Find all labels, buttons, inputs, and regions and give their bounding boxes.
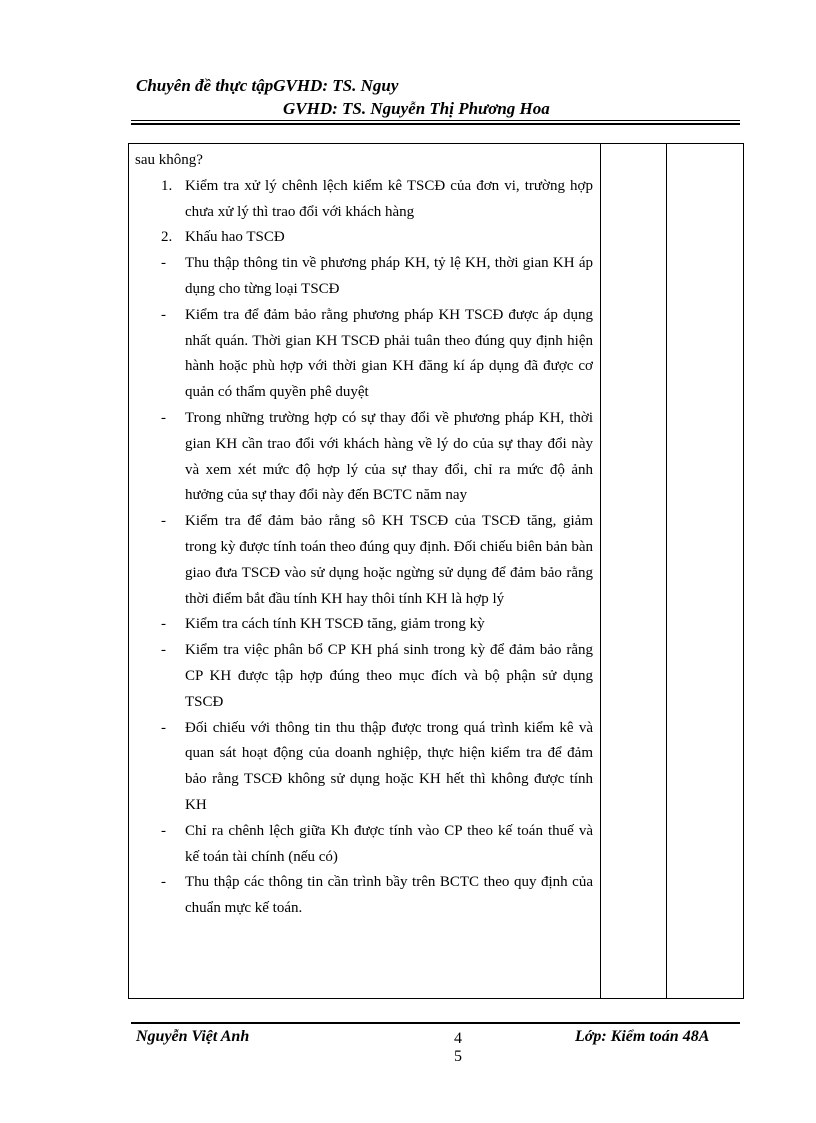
list-item-text: Kiểm tra để đảm bảo rằng sô KH TSCĐ của TSCĐ tăng, giảm trong kỳ được tính toán theo đúng quy định. Đối chiếu biên bản bàn giao đưa TSCĐ vào sử dụng hoặc ngừng sử dụng để đảm bảo rằng thời điểm bắt đầu tính KH hay thôi tính KH là hợp lý xyxy=(185,513,593,607)
list-marker: - xyxy=(161,616,166,633)
list-item xyxy=(135,870,593,922)
list-item-text: Thu thập thông tin về phương pháp KH, tỷ lệ KH, thời gian KH áp dụng cho từng loại TSCĐ xyxy=(185,255,593,297)
list-item-text: Đối chiếu với thông tin thu thập được trong quá trình kiểm kê và quan sát hoạt động của doanh nghiệp, thực hiện kiểm tra để đảm bảo rằng TSCĐ không sử dụng hoặc KH hết thì không được tính KH xyxy=(185,719,593,813)
list-item xyxy=(135,509,593,612)
list-item xyxy=(135,612,593,638)
page-number-bottom: 5 xyxy=(454,1048,462,1065)
list-marker: - xyxy=(161,513,166,530)
list-marker: 1. xyxy=(161,177,173,194)
list-marker: - xyxy=(161,719,166,736)
header-title-line1: Chuyên đề thực tậpGVHD: TS. Nguy xyxy=(136,76,399,95)
audit-procedure-table xyxy=(128,143,744,999)
footer-rule xyxy=(131,1022,740,1024)
footer-author: Nguyễn Việt Anh xyxy=(136,1028,250,1045)
header-advisor-line: GVHD: TS. Nguyễn Thị Phương Hoa xyxy=(283,99,550,118)
list-marker: - xyxy=(161,255,166,272)
list-item xyxy=(135,819,593,871)
list-marker: - xyxy=(161,822,166,839)
list-item-text: Kiểm tra để đảm bảo rằng phương pháp KH TSCĐ được áp dụng nhất quán. Thời gian KH TSCĐ phải tuân theo đúng quy định hiện hành hoặc phù hợp với thời gian KH đăng kí áp dụng đã được cơ quản có thẩm quyền phê duyệt xyxy=(185,306,593,401)
page-number xyxy=(454,1030,462,1066)
list-item xyxy=(135,174,593,226)
empty-column-3 xyxy=(667,144,743,998)
list-item-text: Thu thập các thông tin cần trình bầy trên BCTC theo quy định của chuẩn mực kế toán. xyxy=(185,874,593,917)
list-item xyxy=(135,638,593,715)
list-item-text: Trong những trường hợp có sự thay đổi về phương pháp KH, thời gian KH cần trao đổi với khách hàng về lý do của sự thay đổi này và xem xét mức độ hợp lý của sự thay đổi, chỉ ra mức độ ảnh hưởng của sự thay đổi này đến BCTC năm nay xyxy=(185,409,593,504)
list-marker: - xyxy=(161,306,166,323)
procedure-column xyxy=(129,144,601,998)
empty-column-2 xyxy=(601,144,667,998)
list-item-text: Kiểm tra việc phân bổ CP KH phá sinh trong kỳ để đảm bảo rằng CP KH được tập hợp đúng theo mục đích và bộ phận sử dụng TSCĐ xyxy=(185,642,593,710)
list-item-text: Chỉ ra chênh lệch giữa Kh được tính vào CP theo kế toán thuế và kế toán tài chính (nếu có) xyxy=(185,822,593,865)
list-item xyxy=(135,251,593,303)
header-rule-thick xyxy=(131,123,740,125)
list-marker: 2. xyxy=(161,229,173,246)
footer-class: Lớp: Kiểm toán 48A xyxy=(575,1028,710,1045)
list-marker: - xyxy=(161,642,166,659)
header-rule-thin xyxy=(131,120,740,121)
page-number-top: 4 xyxy=(454,1030,462,1047)
list-item xyxy=(135,303,593,406)
continued-line: sau không? xyxy=(135,152,203,168)
list-marker: - xyxy=(161,874,166,891)
list-item xyxy=(135,716,593,819)
list-item-text: Khấu hao TSCĐ xyxy=(185,229,285,246)
list-marker: - xyxy=(161,409,166,426)
list-item xyxy=(135,225,593,251)
procedure-content xyxy=(135,148,593,922)
list-item xyxy=(135,406,593,509)
list-item-text: Kiểm tra xử lý chênh lệch kiểm kê TSCĐ của đơn vi, trường hợp chưa xử lý thì trao đổi với khách hàng xyxy=(185,177,593,220)
list-item-text: Kiểm tra cách tính KH TSCĐ tăng, giảm trong kỳ xyxy=(185,616,485,633)
